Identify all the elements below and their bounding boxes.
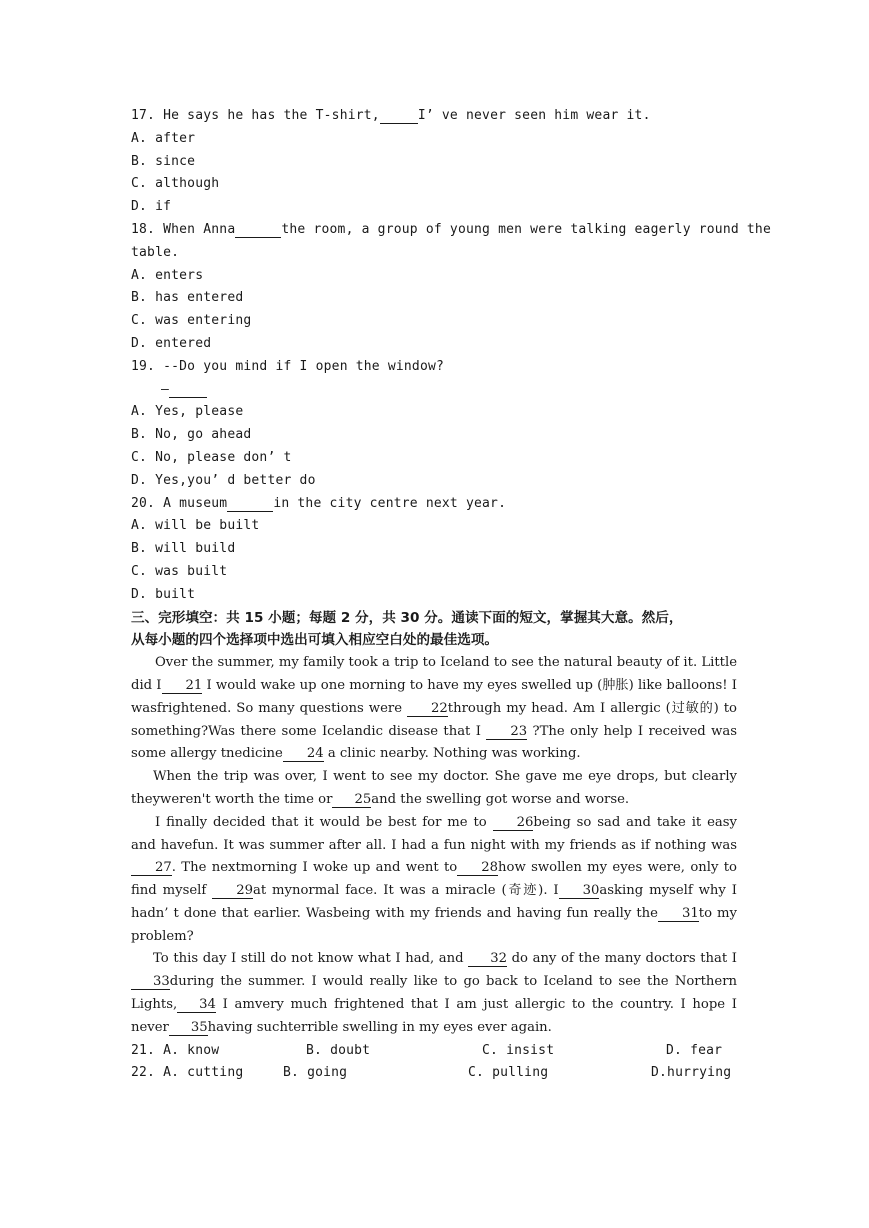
answer-options (131, 1040, 737, 1086)
question-stem: 17. He says he has the T-shirt, I’ ve never seen him wear it. (131, 108, 651, 123)
blank-35: 35 (169, 1020, 208, 1036)
blank-31: 31 (658, 906, 699, 922)
option-a: 22. A. cutting (131, 1065, 244, 1081)
option-c: C. was built (131, 563, 228, 579)
option-d: D. if (131, 199, 172, 215)
question-18 (131, 219, 771, 356)
section-heading-line: 从每小题的四个选择项中选出可填入相应空白处的最佳选项。 (131, 632, 499, 649)
question-stem: 20. A museum in the city centre next year. (131, 495, 507, 511)
blank-23: 23 (486, 724, 527, 740)
reply-line: — (131, 379, 737, 402)
section-heading-line: 三、完形填空：共 15 小题；每题 2 分，共 30 分。通读下面的短文，掌握其大意。然后， (131, 609, 683, 626)
question-stem-continued: table. (131, 244, 180, 260)
blank-28: 28 (457, 860, 498, 876)
cloze-passage (131, 652, 737, 1040)
option-a: A. enters (131, 267, 204, 283)
question-stem: 19. --Do you mind if I open the window? (131, 358, 445, 374)
option-b: B. No, go ahead (131, 427, 252, 443)
blank-22: 22 (407, 701, 448, 717)
blank-26: 26 (493, 815, 534, 831)
option-d: D.hurrying (651, 1065, 732, 1081)
option-b: B. has entered (131, 290, 244, 306)
option-c: C. was entering (131, 313, 252, 329)
question-19 (131, 356, 737, 493)
section-heading (131, 607, 737, 653)
option-a: A. will be built (131, 518, 260, 534)
document-page (131, 105, 771, 1085)
answer-row-22 (131, 1062, 737, 1085)
blank-30: 30 (559, 883, 600, 899)
question-stem: 18. When Anna the room, a group of young men were talking eagerly round the (131, 221, 771, 237)
question-20 (131, 493, 737, 607)
blank-24: 24 (283, 746, 324, 762)
question-17 (131, 105, 737, 219)
passage-paragraph-4: To this day I still do not know what I had, and 32 do any of the many doctors that I 33during the summer. I would really like to go back to Iceland to see the Northern Lights, 34 I amvery much frightened that I am just allergic to the country. I hope I never 35having suchterrible swelling in my eyes ever again. (131, 951, 737, 1035)
option-d: D. built (131, 586, 196, 602)
blank-32: 32 (468, 951, 507, 967)
blank-27: 27 (131, 860, 172, 876)
blank-29: 29 (212, 883, 253, 899)
option-d: D. entered (131, 335, 212, 351)
blank-25: 25 (332, 792, 371, 808)
option-d: D. Yes,you’ d better do (131, 472, 316, 488)
passage-paragraph-3: I finally decided that it would be best for me to 26being so sad and take it easy and havefun. It was summer after all. I had a fun night with my friends as if nothing was27. The nextmorning I woke up and went to 28how swollen my eyes were, only to find myself 29at mynormal face. It was a miracle (奇迹). I 30asking myself why I hadn’ t done that earlier. Wasbeing with my friends and having fun really the 31to my problem? (131, 814, 738, 944)
blank-34: 34 (177, 997, 216, 1013)
option-b: B. will build (131, 541, 236, 557)
blank-21: 21 (162, 678, 203, 694)
option-a: A. after (131, 130, 196, 146)
option-c: C. pulling (468, 1065, 549, 1081)
option-a: 21. A. know (131, 1042, 220, 1058)
option-c: C. No, please don’ t (131, 449, 292, 465)
option-a: A. Yes, please (131, 404, 244, 420)
answer-blank (227, 496, 273, 512)
option-b: B. since (131, 153, 196, 169)
answer-row-21 (131, 1040, 737, 1063)
answer-blank (235, 222, 281, 238)
option-b: B. doubt (306, 1042, 371, 1058)
answer-blank (380, 108, 418, 124)
option-c: C. insist (482, 1042, 555, 1058)
passage-paragraph-2: When the trip was over, I went to see my doctor. She gave me eye drops, but clearly theyweren't worth the time or 25and the swelling got worse and worse. (131, 769, 737, 807)
option-c: C. although (131, 176, 220, 192)
passage-paragraph-1: Over the summer, my family took a trip to Iceland to see the natural beauty of it. Little did I 21 I would wake up one morning to have my eyes swelled up (肿胀) like balloons! I wasfrightened. So many questions were 22through my head. Am I allergic (过敏的) to something?Was there some Icelandic disease that I 23 ?The only help I received was some allergy tnedicine 24 a clinic nearby. Nothing was working. (131, 655, 737, 762)
option-d: D. fear (666, 1042, 723, 1058)
blank-33: 33 (131, 974, 170, 990)
option-b: B. going (283, 1065, 348, 1081)
answer-blank (169, 382, 207, 398)
